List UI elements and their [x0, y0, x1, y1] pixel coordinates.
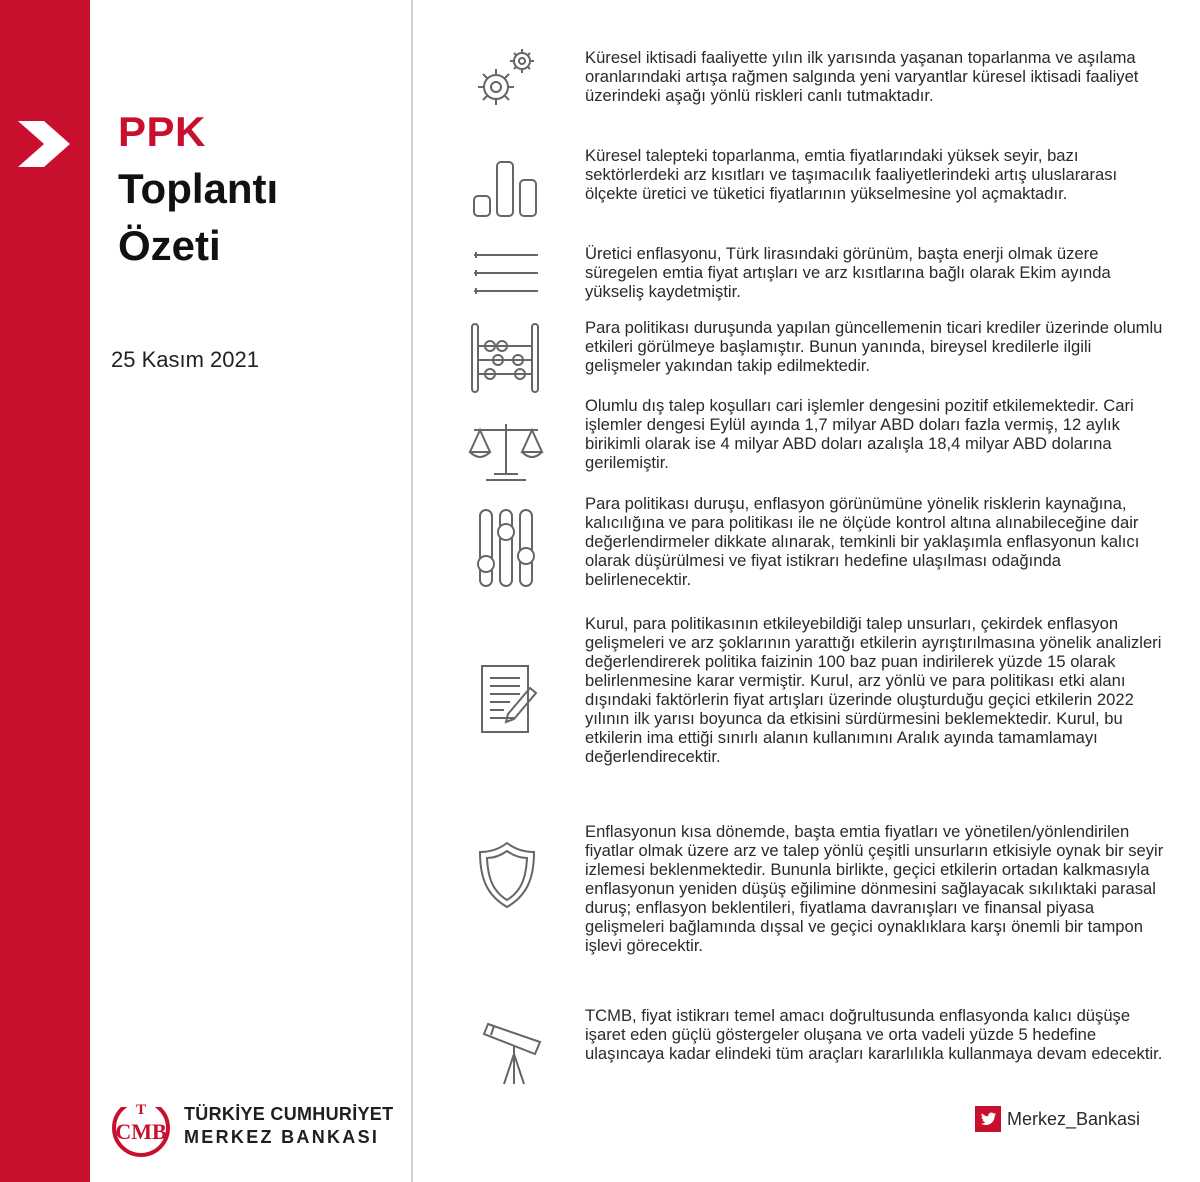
- svg-text:CMB: CMB: [115, 1119, 167, 1144]
- meeting-date: 25 Kasım 2021: [111, 347, 259, 372]
- summary-item-5: Olumlu dış talep koşulları cari işlemler dengesini pozitif etkilemektedir. Cari işlemler dengesi Eylül ayında 1,7 milyar ABD doları fazla vermiş, 12 aylık birikimli olarak ise 4 milyar ABD doları azalışla 18,4 milyar ABD dolarına gerilemiştir.: [585, 396, 1134, 472]
- twitter-handle: Merkez_Bankasi: [1007, 1108, 1141, 1129]
- summary-item-9: TCMB, fiyat istikrarı temel amacı doğrultusunda enflasyonda kalıcı düşüşe işaret eden güçlü göstergeler oluşana ve orta vadeli yüzde 5 hedefine ulaşıncaya kadar elindeki tüm araçları kararlılıkla kullanmaya devam edecektir.: [585, 1006, 1163, 1063]
- summary-item-2: Küresel talepteki toparlanma, emtia fiyatlarındaki yüksek seyir, bazı sektörlerdeki arz kısıtları ve taşımacılık faaliyetlerindeki artış uluslararası ölçekte üretici ve tüketici fiyatlarının yükselmesine yol açmaktadır.: [585, 146, 1118, 203]
- sliders-icon: [476, 508, 536, 588]
- svg-text:T: T: [135, 1102, 147, 1118]
- title-line-2: Özeti: [118, 222, 221, 269]
- cbrt-logo: [108, 1093, 393, 1159]
- summary-item-7: Kurul, para politikasının etkileyebildiği talep unsurları, çekirdek enflasyon gelişmeleri ve arz şoklarının yarattığı etkilerin ayrıştırılmasına yönelik analizleri değerlendirerek politika faizinin 100 baz puan indirilerek yüzde 15 olarak belirlenmesine karar vermiştir. Kurul, arz yönlü ve para politikası etki alanı dışındaki faktörlerin fiyat artışları üzerinde oluşturduğu geçici etkilerin 2022 yılının ilk yarısı boyunca da etkisini sürdürmesini beklemektedir. Kurul, bu etkilerin ima ettiği sınırlı alanın kullanımını Aralık ayında tamamlamayı değerlendirecektir.: [585, 614, 1162, 766]
- bar-chart-icon: [472, 158, 542, 220]
- title-accent: PPK: [118, 108, 206, 155]
- summary-item-1: Küresel iktisadi faaliyette yılın ilk yarısında yaşanan toparlanma ve aşılama oranlarındaki artışa rağmen salgında yeni varyantlar küresel iktisadi faaliyet üzerindeki aşağı yönlü riskleri canlı tutmaktadır.: [585, 48, 1139, 105]
- title-line-1: Toplantı: [118, 165, 279, 212]
- logo-text: [184, 1104, 393, 1148]
- abacus-icon: [468, 322, 544, 394]
- summary-item-8: Enflasyonun kısa dönemde, başta emtia fiyatları ve yönetilen/yönlendirilen fiyatlar olmak üzere arz ve talep yönlü çeşitli unsurların etkisiyle oynak bir seyir izlemesi beklenmektedir. Bununla birlikte, geçici etkilerin ortadan kalkmasıyla enflasyonun yeniden düşüş eğilimine dönmesini sağlayacak sıkılıktaki parasal duruş; enflasyon beklentileri, fiyatlama davranışları ve finansal piyasa gelişmeleri bağlamında dışsal ve geçici oynaklıklara karşı önemli bir tampon işlevi görecektir.: [585, 822, 1164, 955]
- gears-icon: [468, 45, 544, 109]
- list-icon: [472, 246, 542, 298]
- logo-line-1: TÜRKİYE CUMHURİYET: [184, 1104, 394, 1124]
- summary-item-6: Para politikası duruşu, enflasyon görünümüne yönelik risklerin kaynağına, kalıcılığına ve para politikası ile ne ölçüde kontrol altına alınabileceğine dair değerlendirmeler dikkate alınarak, temkinli bir yaklaşımla enflasyonun kalıcı olarak düşürülmesi ve fiyat istikrarı hedefine ulaşılması odağında belirlenecektir.: [585, 494, 1140, 589]
- shield-icon: [476, 840, 538, 910]
- telescope-icon: [480, 1012, 550, 1086]
- column-divider: [411, 0, 413, 1182]
- logo-line-2: MERKEZ BANKASI: [184, 1127, 380, 1147]
- summary-item-4: Para politikası duruşunda yapılan güncellemenin ticari krediler üzerinde olumlu etkileri görülmeye başlamıştır. Bunun yanında, bireysel kredilerle ilgili gelişmeler yakından takip edilmektedir.: [585, 318, 1163, 375]
- document-pen-icon: [478, 664, 544, 736]
- left-accent-bar: [0, 0, 90, 1182]
- twitter-icon: [975, 1106, 1001, 1132]
- cbrt-emblem-icon: [108, 1093, 174, 1159]
- summary-item-3: Üretici enflasyonu, Türk lirasındaki görünüm, başta enerji olmak üzere süregelen emtia fiyat artışları ve arz kısıtlarına bağlı olarak Ekim ayında yükseliş kaydetmiştir.: [585, 244, 1111, 301]
- scale-icon: [466, 420, 546, 484]
- twitter-link[interactable]: [975, 1106, 1140, 1132]
- chevron-right-icon: [18, 121, 72, 167]
